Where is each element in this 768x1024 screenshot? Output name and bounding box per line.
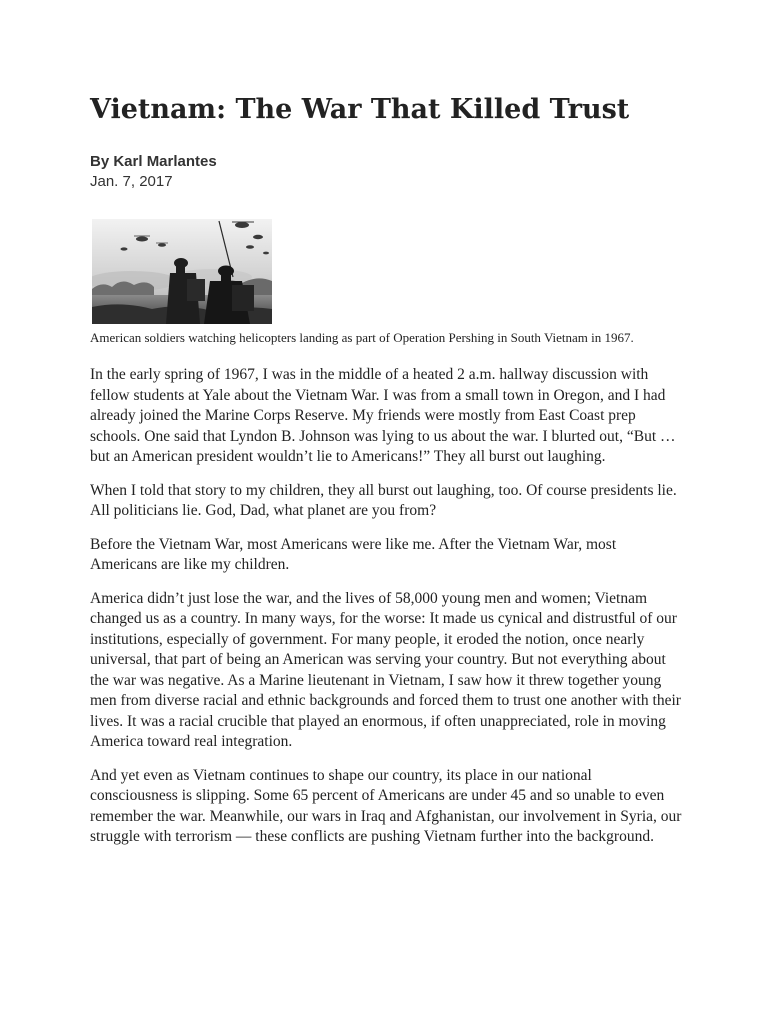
- body-paragraph: When I told that story to my children, they all burst out laughing, too. Of course presidents lie. All politicians lie. God, Dad, what planet are you from?: [90, 481, 677, 519]
- photo-caption: American soldiers watching helicopters landing as part of Operation Pershing in South Vietnam in 1967.: [90, 330, 634, 345]
- article-byline: By Karl Marlantes: [90, 153, 217, 170]
- body-paragraph: In the early spring of 1967, I was in the middle of a heated 2 a.m. hallway discussion with fellow students at Yale about the Vietnam War. I was from a small town in Oregon, and I had already joined the Marine Corps Reserve. My friends were mostly from East Coast prep schools. One said that Lyndon B. Johnson was lying to us about the war. I blurted out, “But … but an American president wouldn’t lie to Americans!” They all burst out laughing.: [90, 366, 676, 465]
- body-paragraph: America didn’t just lose the war, and the lives of 58,000 young men and women; Vietnam changed us as a country. In many ways, for the worse: It made us cynical and distrustful of our institutions, especially of government. For many people, it eroded the notion, once nearly universal, that part of being an American was serving your country. But not everything about the war was negative. As a Marine lieutenant in Vietnam, I saw how it threw together young men from diverse racial and ethnic backgrounds and forced them to trust one another with their lives. It was a racial crucible that played an enormous, if often unappreciated, role in moving America toward real integration.: [90, 589, 681, 750]
- body-paragraph: Before the Vietnam War, most Americans were like me. After the Vietnam War, most Americans are like my children.: [90, 535, 617, 573]
- article-photo: [92, 219, 272, 324]
- article-date: Jan. 7, 2017: [90, 173, 173, 190]
- article-body: [90, 365, 682, 861]
- body-paragraph: And yet even as Vietnam continues to shape our country, its place in our national consciousness is slipping. Some 65 percent of Americans are under 45 and so unable to even remember the war. Meanwhile, our wars in Iraq and Afghanistan, our involvement in Syria, our struggle with terrorism — these conflicts are pushing Vietnam further into the background.: [90, 766, 682, 845]
- article-headline: Vietnam: The War That Killed Trust: [90, 94, 630, 125]
